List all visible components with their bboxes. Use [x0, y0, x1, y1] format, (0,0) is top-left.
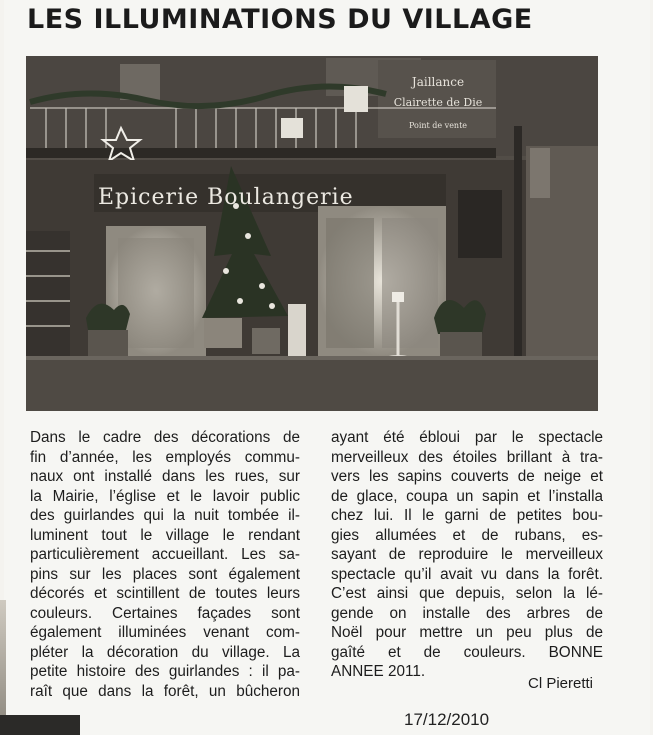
- storefront-photo: [26, 56, 598, 411]
- text-line: ANNEE 2011.: [331, 663, 426, 680]
- text-line: petite histoire des guirlandes : il pa-: [30, 663, 300, 680]
- text-line: gaîté et de couleurs. BONNE: [331, 643, 603, 661]
- text-line: la Mairie, l’église et le lavoir public: [30, 487, 300, 505]
- text-line: pins sur les places sont également: [30, 565, 300, 583]
- text-line: de glace, coupa un sapin et l’installa: [331, 487, 603, 505]
- text-line: pléter la décoration du village. La: [30, 643, 300, 661]
- jaillance-sign-line3: Point de vente: [408, 121, 468, 130]
- text-line: naux ont installé dans les rues, sur: [30, 468, 300, 485]
- text-line: Noël pour mettre un peu plus de: [331, 624, 603, 641]
- text-line: fin d’année, les employés commu-: [30, 448, 300, 466]
- article-headline: LES ILLUMINATIONS DU VILLAGE: [27, 4, 533, 35]
- text-line: raît que dans la forêt, un bûcheron: [30, 682, 300, 700]
- jaillance-sign-line2: Clairette de Die: [393, 96, 483, 109]
- text-line: sayant de reproduire le merveilleux: [331, 546, 603, 563]
- text-line: également illuminées venant com-: [30, 624, 300, 641]
- text-line: particulièrement accueillant. Les sa-: [30, 546, 300, 563]
- text-line: merveilleux des étoiles brillant à tra-: [331, 448, 603, 466]
- text-line: chez lui. Il le garni de petites bou-: [331, 507, 603, 524]
- publication-date: 17/12/2010: [404, 710, 490, 729]
- author-signature: Cl Pieretti: [528, 675, 594, 692]
- text-line: décorés et scintillent de toutes leurs: [30, 585, 300, 602]
- article-body-left-column: [30, 428, 300, 701]
- text-line: gies allumées et de rubans, es-: [331, 526, 603, 544]
- text-line: couleurs. Certaines façades sont: [30, 604, 300, 622]
- jaillance-sign-line1: Jaillance: [411, 75, 465, 89]
- text-line: des guirlandes qui la nuit tombée il-: [30, 507, 300, 524]
- text-line: gende on installe des arbres de: [331, 604, 603, 622]
- shop-sign-text: Epicerie Boulangerie: [98, 185, 354, 210]
- text-line: ayant été ébloui par le spectacle: [331, 429, 603, 446]
- text-line: Dans le cadre des décorations de: [30, 429, 300, 446]
- article-body-right-column: [331, 428, 603, 682]
- text-line: luminent tout le village le rendant: [30, 526, 300, 544]
- text-line: vers les sapins couverts de neige et: [331, 468, 603, 485]
- text-line: spectacle qu’il avait vu dans la forêt.: [331, 565, 603, 583]
- text-line: C’est ainsi que depuis, selon la lé-: [331, 585, 603, 602]
- scan-corner-shadow: [0, 715, 80, 735]
